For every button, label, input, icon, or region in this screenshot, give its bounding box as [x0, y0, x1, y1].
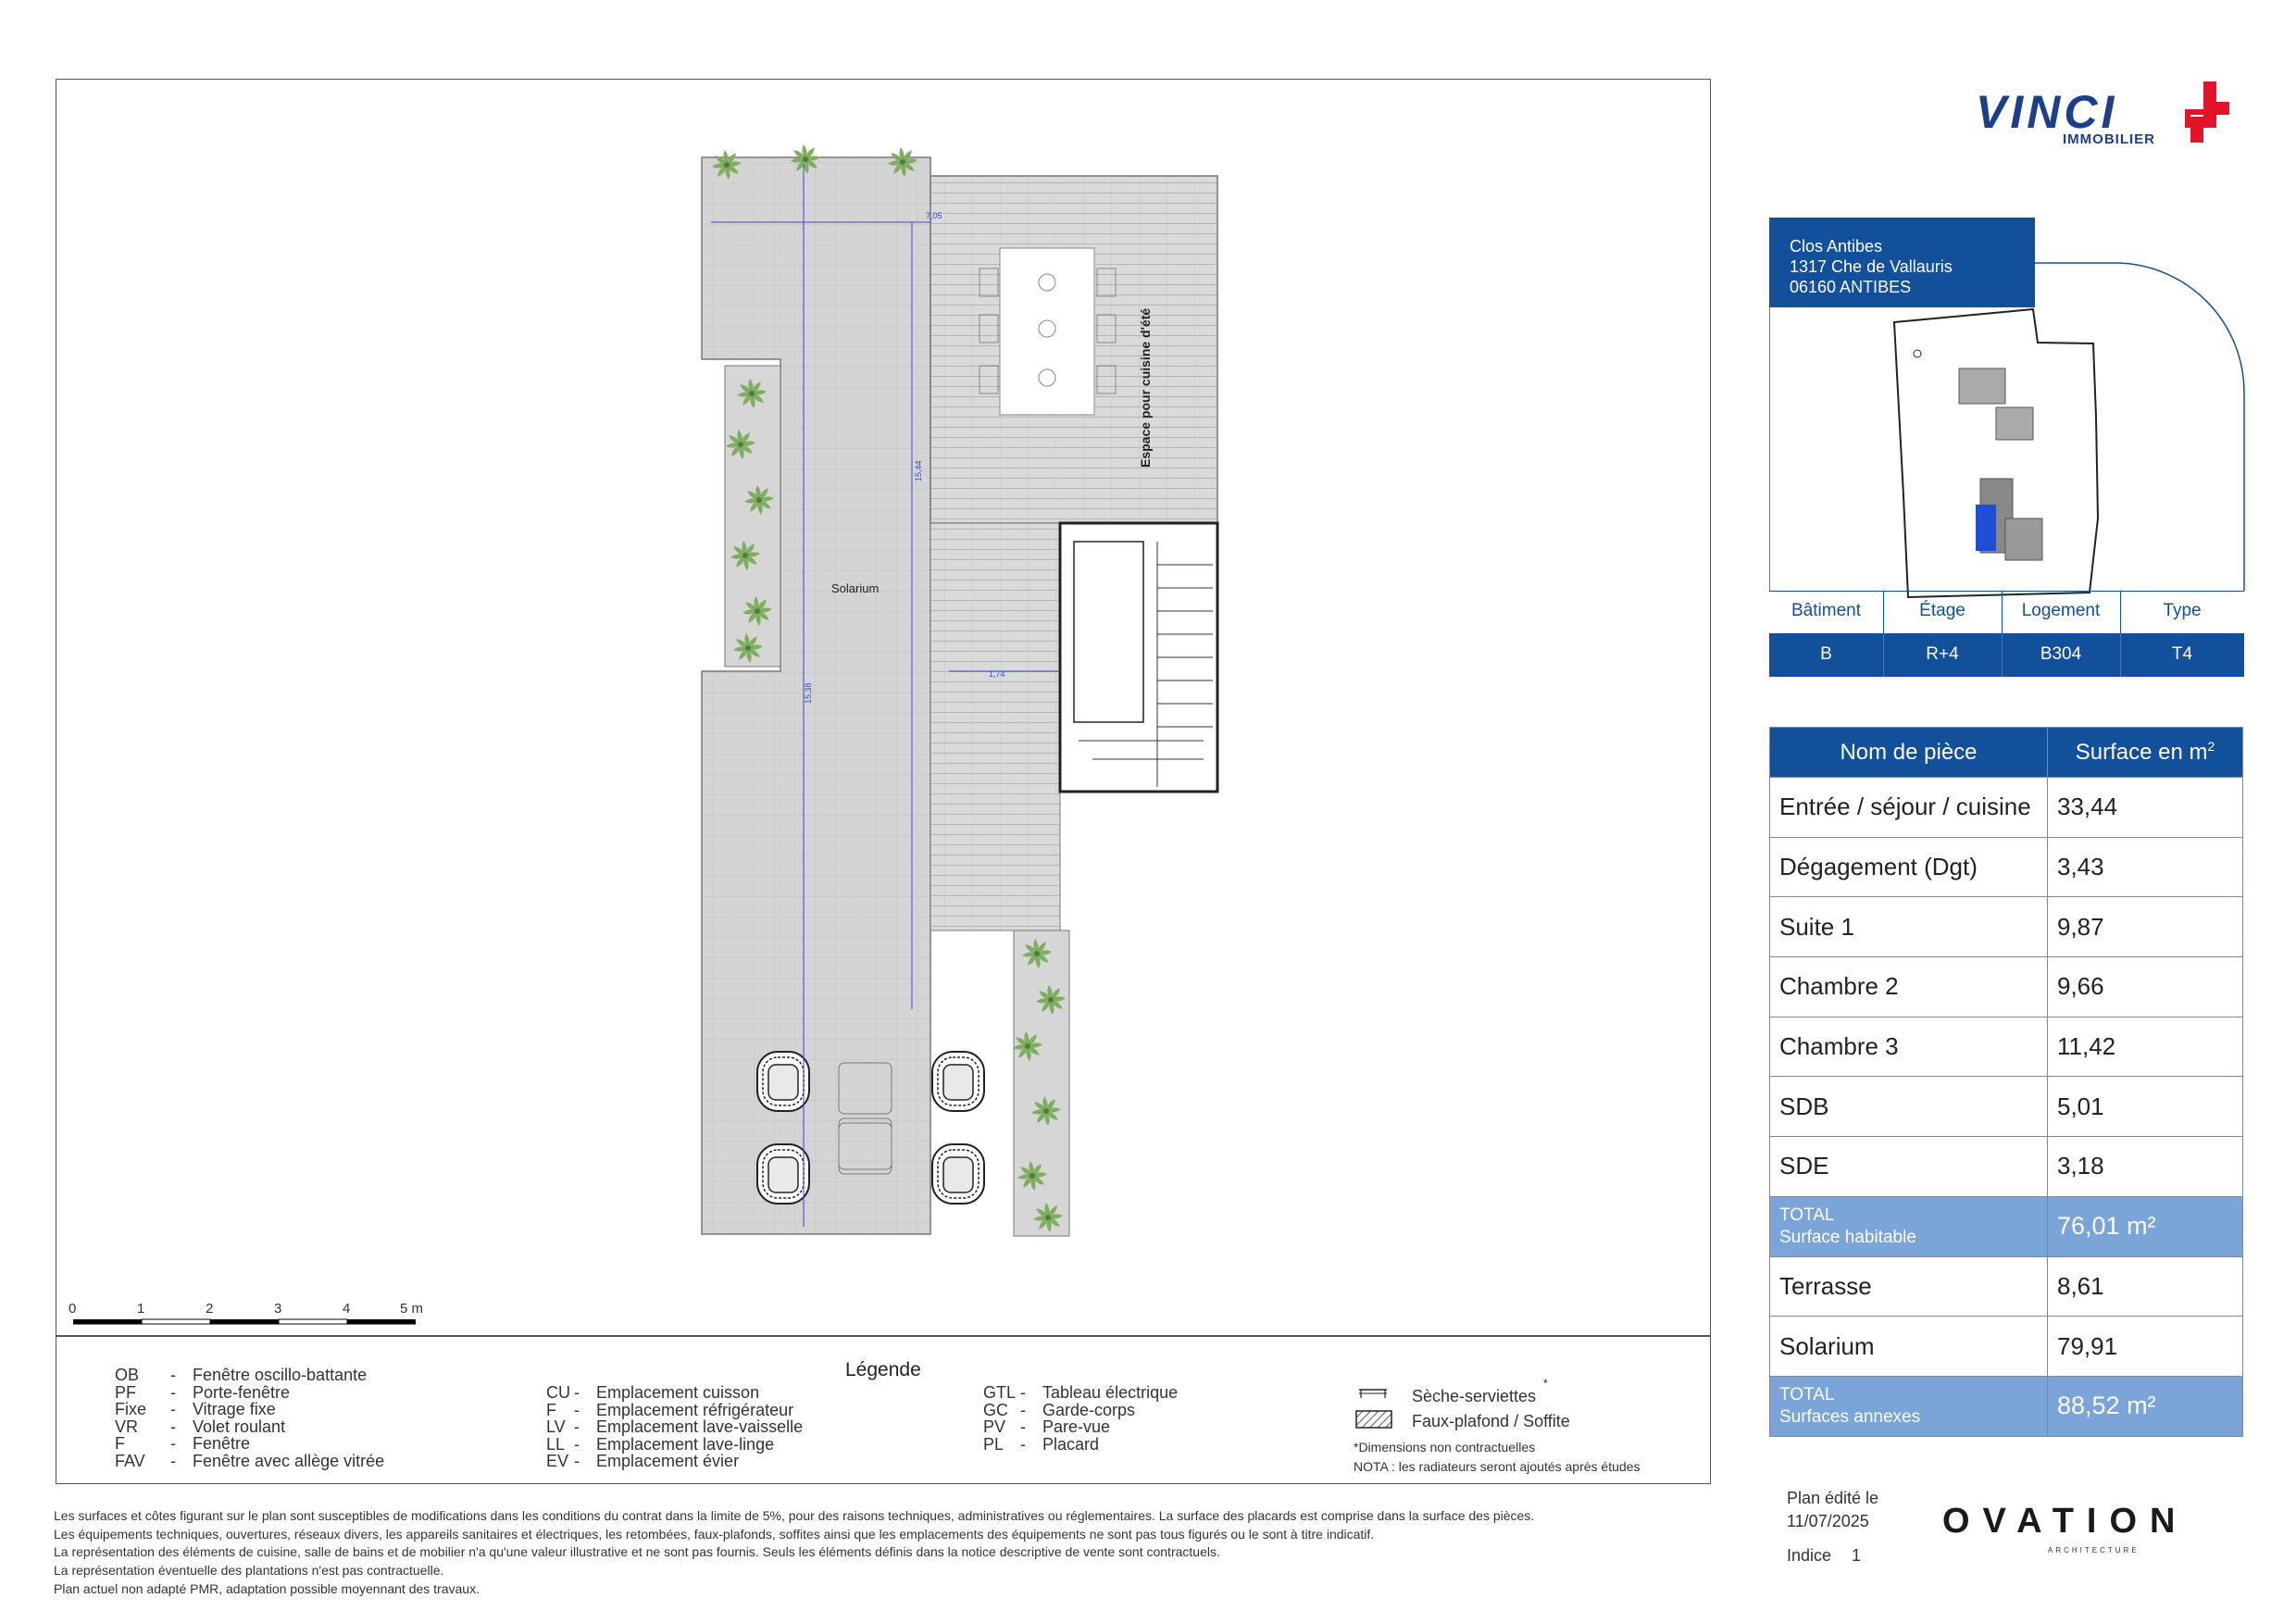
footnote-line: Les surfaces et côtes figurant sur le plan sont susceptibles de modifications dans les conditions du contrat dans la limite de 5%, pour des raisons techniques, administratives ou réglementaires. La surface des placards est comprise dans la surface des pièces. [54, 1508, 1535, 1523]
total-habitable-row: TOTAL Surface habitable 76,01 m² [1770, 1196, 2243, 1256]
total-annex-row: TOTAL Surfaces annexes 88,52 m² [1770, 1376, 2243, 1436]
false-ceiling-icon [1355, 1410, 1392, 1429]
legend-column-kitchen [546, 1384, 803, 1470]
footnotes [54, 1507, 1534, 1599]
footnote-line: La représentation des éléments de cuisine, salle de bains et de mobilier n'a qu'une valeur illustrative et ne sont pas fournis. Seuls les éléments définis dans la notice descriptive de vente sont contractuels. [54, 1544, 1220, 1560]
table-row: Chambre 2 9,66 [1770, 957, 2243, 1017]
legend-column-openings [115, 1367, 384, 1469]
legend-item: LV - Emplacement lave-vaisselle [546, 1417, 804, 1436]
info-header-row [1769, 591, 2244, 633]
scale-bar [73, 1319, 416, 1324]
edition-date: 11/07/2025 [1787, 1512, 1869, 1530]
scale-tick: 4 [343, 1301, 351, 1317]
vinci-logo-subtitle: IMMOBILIER [2063, 131, 2155, 147]
scale-tick: 3 [274, 1301, 282, 1317]
info-header-floor: Étage [1919, 601, 1965, 620]
dim-top: 7,05 [926, 211, 942, 220]
table-row: Dégagement (Dgt) 3,43 [1770, 837, 2243, 897]
footnote-line: La représentation éventuelle des plantations n'est pas contractuelle. [54, 1563, 444, 1579]
vinci-logo-icon [2183, 80, 2231, 146]
info-floor: R+4 [1926, 644, 1959, 664]
surface-table [1769, 727, 2243, 1437]
legend-item: GC - Garde-corps [983, 1400, 1136, 1419]
legend-item: CU - Emplacement cuisson [546, 1383, 760, 1402]
table-row: SDE 3,18 [1770, 1137, 2243, 1197]
edition-label: Plan édité le [1787, 1489, 1879, 1507]
legend-item: GTL - Tableau électrique [983, 1383, 1179, 1402]
scale-tick: 5 m [400, 1301, 424, 1317]
table-row: Entrée / séjour / cuisine 33,44 [1770, 778, 2243, 838]
ovation-logo-text: OVATION [1942, 1502, 2189, 1541]
ovation-logo-subtitle: ARCHITECTURE [2048, 1546, 2140, 1554]
scale-tick: 0 [69, 1301, 77, 1317]
info-header-type: Type [2163, 601, 2202, 620]
info-value-row [1769, 633, 2244, 677]
legend-item: VR - Volet roulant [115, 1417, 286, 1436]
info-unit: B304 [2040, 644, 2082, 664]
scale-tick: 1 [137, 1301, 145, 1317]
header-room: Nom de pièce [1770, 728, 2048, 778]
towel-dryer-label: Sèche-serviettes [1412, 1387, 1537, 1405]
info-type: T4 [2171, 644, 2193, 664]
index-label: Indice [1787, 1546, 1832, 1565]
index-value: 1 [1852, 1546, 1862, 1565]
legend-item: EV - Emplacement évier [546, 1452, 740, 1470]
footnote-line: Plan actuel non adapté PMR, adaptation possible moyennant des travaux. [54, 1580, 480, 1596]
legend-item: FAV - Fenêtre avec allège vitrée [115, 1451, 385, 1470]
info-building: B [1820, 644, 1832, 664]
legend-item: OB - Fenêtre oscillo-battante [115, 1366, 368, 1384]
summer-kitchen-label: Espace pour cuisine d'été [1138, 307, 1153, 468]
note-radiators: NOTA : les radiateurs seront ajoutés après études [1354, 1459, 1641, 1474]
info-header-unit: Logement [2021, 601, 2101, 620]
solarium-label: Solarium [831, 581, 880, 595]
vinci-logo-text: VINCI [1976, 86, 2118, 138]
header-area: Surface en $m^2$ [2048, 728, 2243, 778]
legend-item: PF - Porte-fenêtre [115, 1382, 291, 1402]
table-row: Solarium 79,91 [1770, 1317, 2243, 1377]
legend-item: PL - Placard [983, 1434, 1100, 1454]
note-dimensions: *Dimensions non contractuelles [1354, 1440, 1536, 1454]
dim-vertical-right: 15,44 [914, 460, 923, 481]
table-row: Suite 1 9,87 [1770, 897, 2243, 957]
table-row: Chambre 3 11,42 [1770, 1017, 2243, 1077]
footnote-line: Les équipements techniques, ouvertures, réseaux divers, les appareils sanitaires et électriques, les retombées, faux-plafonds, soffites ainsi que les emplacements des équipements ne sont pas tous figurés ou le sont à titre indicatif. [54, 1526, 1375, 1542]
legend-item: F - Fenêtre [115, 1434, 251, 1453]
table-row: SDB 5,01 [1770, 1077, 2243, 1137]
solarium-area [702, 157, 930, 1234]
legend-item: F - Emplacement réfrigérateur [546, 1400, 794, 1419]
towel-dryer-icon [1355, 1385, 1392, 1402]
address-line3: 06160 ANTIBES [1790, 278, 1912, 296]
legend-title: Légende [845, 1359, 921, 1380]
legend-column-technical [983, 1384, 1178, 1453]
dim-mid: 1,74 [989, 669, 1005, 679]
address-box [1769, 218, 2035, 307]
false-ceiling-label: Faux-plafond / Soffite [1412, 1412, 1570, 1430]
info-header-building: Bâtiment [1791, 601, 1861, 620]
legend-item: LL - Emplacement lave-linge [546, 1434, 775, 1454]
table-row: Terrasse 8,61 [1770, 1256, 2243, 1317]
dim-vertical-left: 15,38 [804, 682, 813, 704]
legend-item: Fixe - Vitrage fixe [115, 1400, 276, 1418]
address-line1: Clos Antibes [1790, 237, 1883, 256]
asterisk: * [1543, 1377, 1548, 1390]
address-line2: 1317 Che de Vallauris [1790, 257, 1953, 276]
surface-table-header [1770, 728, 2243, 778]
legend-item: PV - Pare-vue [983, 1417, 1111, 1436]
scale-tick: 2 [206, 1301, 214, 1317]
